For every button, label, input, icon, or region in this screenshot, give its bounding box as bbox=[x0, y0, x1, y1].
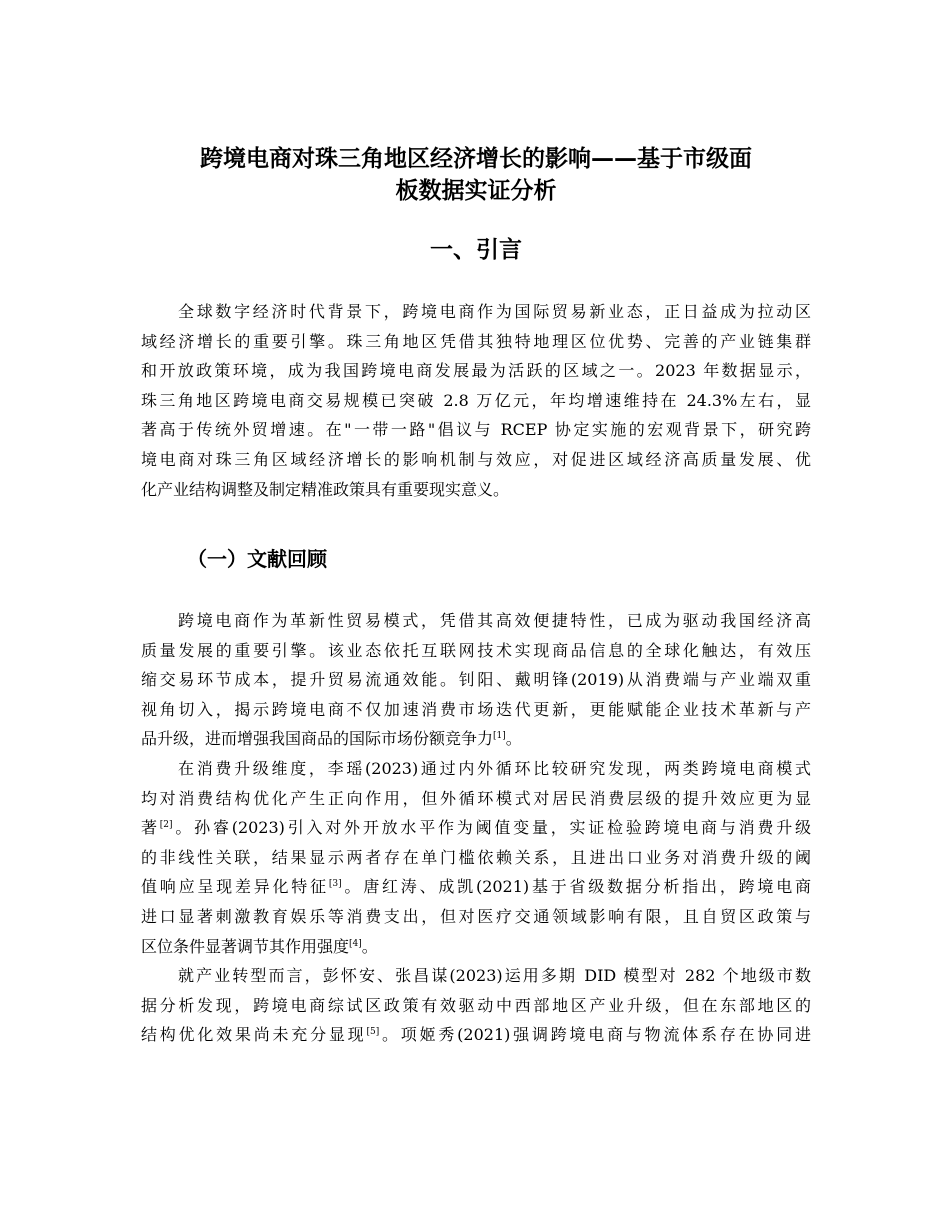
literature-paragraph-1 bbox=[141, 606, 811, 754]
intro-line: 境电商对珠三角区域经济增长的影响机制与效应，对促进区域经济高质量发展、优 bbox=[141, 449, 811, 469]
line-text: 。 bbox=[361, 936, 378, 956]
line-text: 值响应呈现差异化特征 bbox=[141, 877, 329, 897]
paragraph-line bbox=[141, 813, 811, 843]
line-text: 。孙睿(2023)引入对外开放水平作为阈值变量，实证检验跨境电商与消费升级 bbox=[172, 818, 811, 838]
citation-ref: [2] bbox=[159, 820, 173, 831]
paragraph-line bbox=[141, 1020, 811, 1050]
line-text: 结构优化效果尚未充分显现 bbox=[141, 1025, 367, 1045]
literature-paragraph-3 bbox=[141, 961, 811, 1050]
paper-title-line-2: 板数据实证分析 bbox=[395, 178, 557, 204]
paragraph-line: 就产业转型而言，彭怀安、张昌谋(2023)运用多期 DID 模型对 282 个地级市数 bbox=[178, 966, 811, 985]
line-text: 。唐红涛、成凯(2021)基于省级数据分析指出，跨境电商 bbox=[341, 877, 811, 897]
section-heading-introduction: 一、引言 bbox=[430, 237, 522, 263]
intro-line: 著高于传统外贸增速。在"一带一路"倡议与 RCEP 协定实施的宏观背景下，研究跨 bbox=[141, 420, 811, 440]
literature-paragraph-2 bbox=[141, 754, 811, 961]
intro-line: 和开放政策环境，成为我国跨境电商发展最为活跃的区域之一。2023 年数据显示， bbox=[141, 361, 811, 381]
line-text: 区位条件显著调节其作用强度 bbox=[141, 936, 350, 956]
citation-ref: [1] bbox=[493, 731, 506, 742]
paragraph-line: 均对消费结构优化产生正向作用，但外循环模式对居民消费层级的提升效应更为显 bbox=[141, 788, 811, 808]
paragraph-line bbox=[141, 932, 811, 962]
paragraph-line: 跨境电商作为革新性贸易模式，凭借其高效便捷特性，已成为驱动我国经济高 bbox=[178, 611, 811, 630]
intro-paragraph bbox=[141, 297, 811, 504]
line-text: 著 bbox=[141, 818, 160, 838]
paragraph-line: 缩交易环节成本，提升贸易流通效能。钊阳、戴明锋(2019)从消费端与产业端双重 bbox=[141, 670, 811, 690]
intro-line: 域经济增长的重要引擎。珠三角地区凭借其独特地理区位优势、完善的产业链集群 bbox=[141, 331, 811, 351]
citation-ref: [5] bbox=[366, 1027, 380, 1038]
citation-ref: [3] bbox=[328, 879, 342, 890]
paragraph-line: 在消费升级维度，李瑶(2023)通过内外循环比较研究发现，两类跨境电商模式 bbox=[178, 759, 811, 778]
line-text: 。项姬秀(2021)强调跨境电商与物流体系存在协同进 bbox=[379, 1025, 811, 1045]
paragraph-line: 据分析发现，跨境电商综试区政策有效驱动中西部地区产业升级，但在东部地区的 bbox=[141, 995, 811, 1015]
paragraph-line: 质量发展的重要引擎。该业态依托互联网技术实现商品信息的全球化触达，有效压 bbox=[141, 640, 811, 660]
citation-ref: [4] bbox=[349, 938, 362, 949]
line-text: 。 bbox=[505, 729, 522, 749]
paragraph-line bbox=[141, 872, 811, 902]
paper-title-line-1: 跨境电商对珠三角地区经济增长的影响——基于市级面 bbox=[200, 146, 752, 172]
paragraph-line bbox=[141, 724, 811, 754]
intro-line: 全球数字经济时代背景下，跨境电商作为国际贸易新业态，正日益成为拉动区 bbox=[178, 302, 811, 321]
paragraph-line: 进口显著刺激教育娱乐等消费支出，但对医疗交通领域影响有限，且自贸区政策与 bbox=[141, 906, 811, 926]
intro-line: 化产业结构调整及制定精准政策具有重要现实意义。 bbox=[141, 479, 510, 499]
intro-line: 珠三角地区跨境电商交易规模已突破 2.8 万亿元，年均增速维持在 24.3%左右，显 bbox=[141, 390, 811, 410]
paragraph-line: 视角切入，揭示跨境电商不仅加速消费市场迭代更新，更能赋能企业技术革新与产 bbox=[141, 699, 811, 719]
paper-title bbox=[129, 143, 823, 207]
paragraph-line: 的非线性关联，结果显示两者存在单门槛依赖关系，且进出口业务对消费升级的阈 bbox=[141, 847, 811, 867]
line-text: 品升级，进而增强我国商品的国际市场份额竞争力 bbox=[141, 729, 494, 749]
subsection-heading-literature-review: （一）文献回顾 bbox=[187, 547, 327, 571]
